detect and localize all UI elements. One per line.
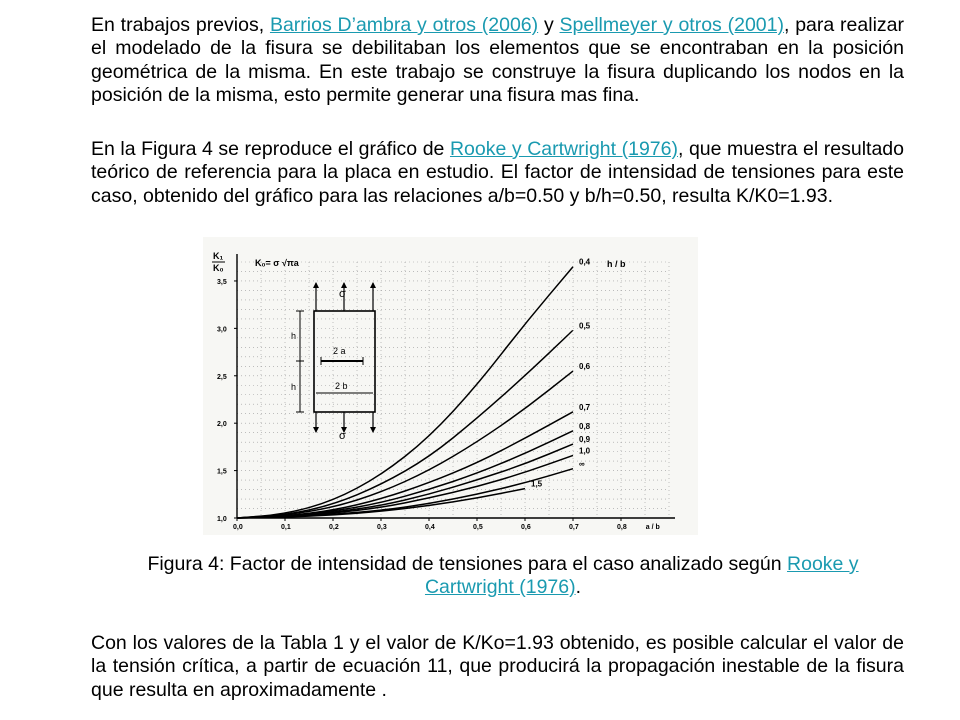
caption-link-rooke-cartwright[interactable]: Rooke y Cartwright (1976): [424, 553, 859, 599]
link-spellmeyer[interactable]: Spellmeyer y otros (2001): [559, 14, 784, 36]
y-tick-label: 1,5: [217, 468, 227, 476]
figure-caption: [108, 553, 898, 600]
paragraph-2: [91, 138, 904, 208]
paragraph-2-text-b: , que muestra el resultado teórico de referencia para la placa en estudio. El factor de intensidad de tensiones para este caso, obtenido del gráfico para las relaciones a/b=0.50 y b/h=0.50, resulta K/K0=1.93.: [91, 138, 905, 207]
y-tick-label: 2,5: [217, 373, 227, 381]
inset-label-h-top: h: [291, 331, 297, 341]
y-tick-label: 1,0: [217, 516, 227, 523]
caption-text-a: Figura 4: Factor de intensidad de tensiones para el caso analizado según: [147, 553, 788, 575]
curve-label-hb: 0,7: [579, 402, 591, 412]
curve-label-hb: 0,5: [579, 321, 591, 331]
link-rooke-cartwright[interactable]: Rooke y Cartwright (1976): [449, 138, 678, 160]
x-tick-label: 0,8: [617, 524, 627, 531]
curve-label-hb: 1,5: [531, 479, 543, 489]
paragraph-1-text-b: y: [538, 14, 560, 36]
paragraph-3: [91, 632, 904, 702]
paragraph-1-text-a: En trabajos previos,: [91, 14, 270, 36]
chart-ylabel-denominator: K₀: [213, 263, 224, 273]
x-tick-label: 0,6: [521, 524, 531, 531]
inset-label-h-bottom: h: [291, 382, 297, 392]
chart-background: [203, 237, 698, 535]
link-barrios-dambra[interactable]: Barrios D’ambra y otros (2006): [269, 14, 539, 36]
x-tick-label: a / b: [645, 524, 660, 531]
x-tick-label: 0,4: [425, 524, 435, 531]
chart-legend-title: h / b: [607, 259, 626, 269]
curve-label-hb: 0,8: [579, 421, 591, 431]
x-tick-label: 0,7: [569, 524, 579, 531]
caption-text-b: .: [575, 576, 582, 599]
y-tick-label: 3,0: [217, 326, 227, 334]
x-tick-label: 0,3: [377, 524, 387, 531]
x-tick-label: 0,5: [473, 524, 483, 531]
curve-label-hb: 0,6: [579, 362, 591, 372]
chart-svg: [203, 237, 698, 535]
y-tick-label: 3,5: [217, 278, 227, 286]
x-tick-label: 0,2: [329, 524, 339, 531]
paragraph-1: [91, 14, 904, 107]
chart-ylabel-numerator: K₁: [213, 251, 224, 261]
inset-sigma-top: σ: [339, 288, 346, 300]
paragraph-3-text: Con los valores de la Tabla 1 y el valor de K/Ko=1.93 obtenido, es posible calcular el valor de la tensión crítica, a partir de ecuación 11, que producirá la propagación inestable de la fisura que resulta en aproximadamente .: [91, 632, 904, 701]
paragraph-1-text-c: , para realizar el modelado de la fisura se debilitaban los elementos que se encontraban en la posición geométrica de la misma. En este trabajo se construye la fisura duplicando los nodos en la posición de la misma, esto permite generar una fisura mas fina.: [91, 14, 904, 106]
inset-label-crack: 2 a: [333, 346, 346, 356]
y-tick-label: 2,0: [217, 421, 227, 429]
curve-label-hb: 0,9: [579, 435, 591, 445]
inset-label-width: 2 b: [335, 381, 348, 391]
inset-sigma-bottom: σ: [339, 430, 346, 442]
x-tick-label: 0,0: [233, 524, 243, 531]
paragraph-2-text-a: En la Figura 4 se reproduce el gráfico de: [91, 138, 450, 160]
chart-formula: K₀= σ √πa: [255, 258, 299, 268]
figure-4-chart: [203, 237, 698, 535]
curve-label-hb: 0,4: [579, 257, 591, 267]
curve-label-hb: 1,0: [579, 446, 591, 456]
curve-label-hb: ∞: [579, 459, 585, 469]
x-tick-label: 0,1: [281, 524, 291, 531]
